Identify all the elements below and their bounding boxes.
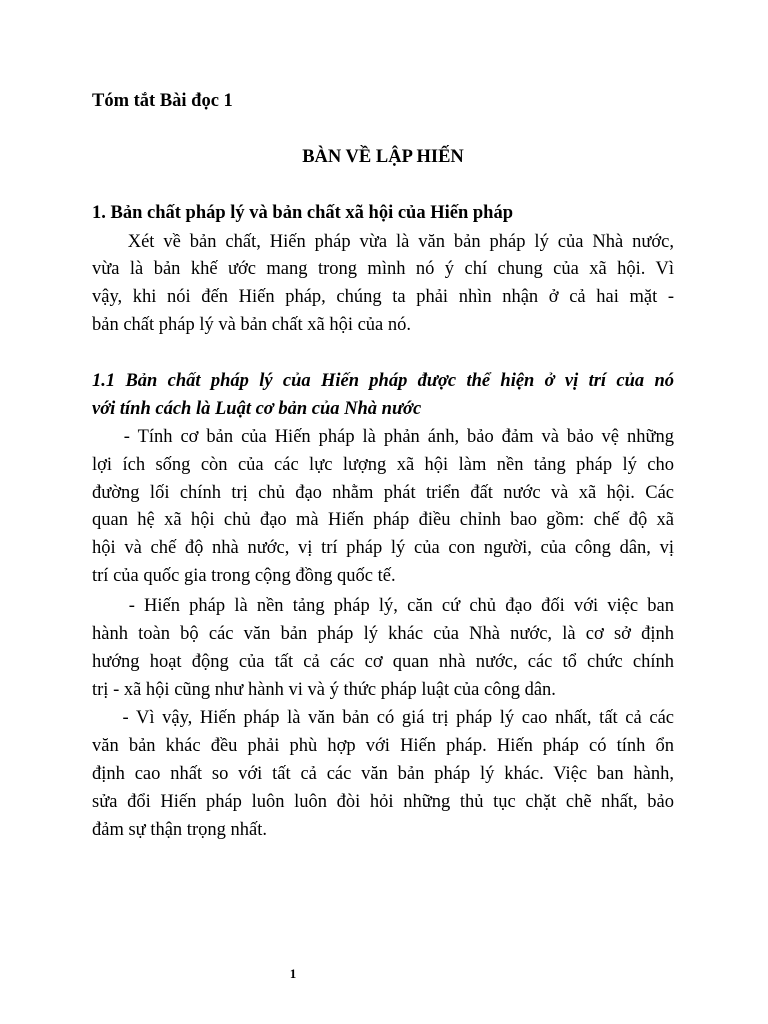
body-line: định cao nhất so với tất cả các văn bản pháp lý khác. Việc ban hành,: [92, 764, 674, 784]
body-line: đảm sự thận trọng nhất.: [92, 820, 267, 840]
section-1-line: bản chất pháp lý và bản chất xã hội của nó.: [92, 315, 412, 335]
body-line: hướng hoạt động của tất cả các cơ quan nhà nước, các tổ chức chính: [92, 652, 674, 672]
body-line: quan hệ xã hội chủ đạo mà Hiến pháp điều chỉnh bao gồm: chế độ xã: [92, 510, 674, 530]
body-line: lợi ích sống còn của các lực lượng xã hội làm nền tảng pháp lý cho: [92, 455, 674, 475]
body-line: hành toàn bộ các văn bản pháp lý khác của Nhà nước, là cơ sở định: [92, 624, 674, 644]
section-1-1-heading: với tính cách là Luật cơ bản của Nhà nước: [92, 399, 422, 419]
body-line: đường lối chính trị chủ đạo nhằm phát triển đất nước và xã hội. Các: [92, 483, 674, 503]
body-line: trị - xã hội cũng như hành vi và ý thức pháp luật của công dân.: [92, 680, 556, 700]
page-number: 1: [289, 966, 297, 981]
body-line: - Tính cơ bản của Hiến pháp là phản ánh, bảo đảm và bảo vệ những: [92, 427, 674, 447]
section-1-heading: 1. Bản chất pháp lý và bản chất xã hội của Hiến pháp: [92, 203, 513, 223]
body-line: trí của quốc gia trong cộng đồng quốc tế.: [92, 566, 396, 586]
section-1-line: vừa là bản khế ước mang trong mình nó ý chí chung của xã hội. Vì: [92, 259, 674, 279]
body-line: - Vì vậy, Hiến pháp là văn bản có giá trị pháp lý cao nhất, tất cả các: [92, 708, 674, 728]
section-1-line: vậy, khi nói đến Hiến pháp, chúng ta phải nhìn nhận ở cả hai mặt -: [92, 287, 674, 307]
body-line: sửa đổi Hiến pháp luôn luôn đòi hỏi những thủ tục chặt chẽ nhất, bảo: [92, 792, 674, 812]
document-title: BÀN VỀ LẬP HIẾN: [302, 147, 464, 167]
section-1-1-heading: 1.1 Bản chất pháp lý của Hiến pháp được thể hiện ở vị trí của nó: [92, 371, 674, 391]
body-line: - Hiến pháp là nền tảng pháp lý, căn cứ chủ đạo đối với việc ban: [92, 596, 674, 616]
section-1-line: Xét về bản chất, Hiến pháp vừa là văn bản pháp lý của Nhà nước,: [92, 232, 674, 252]
body-line: hội và chế độ nhà nước, vị trí pháp lý của con người, của công dân, vị: [92, 538, 674, 558]
summary-label: Tóm tắt Bài đọc 1: [92, 91, 233, 111]
body-line: văn bản khác đều phải phù hợp với Hiến pháp. Hiến pháp có tính ổn: [92, 736, 674, 756]
